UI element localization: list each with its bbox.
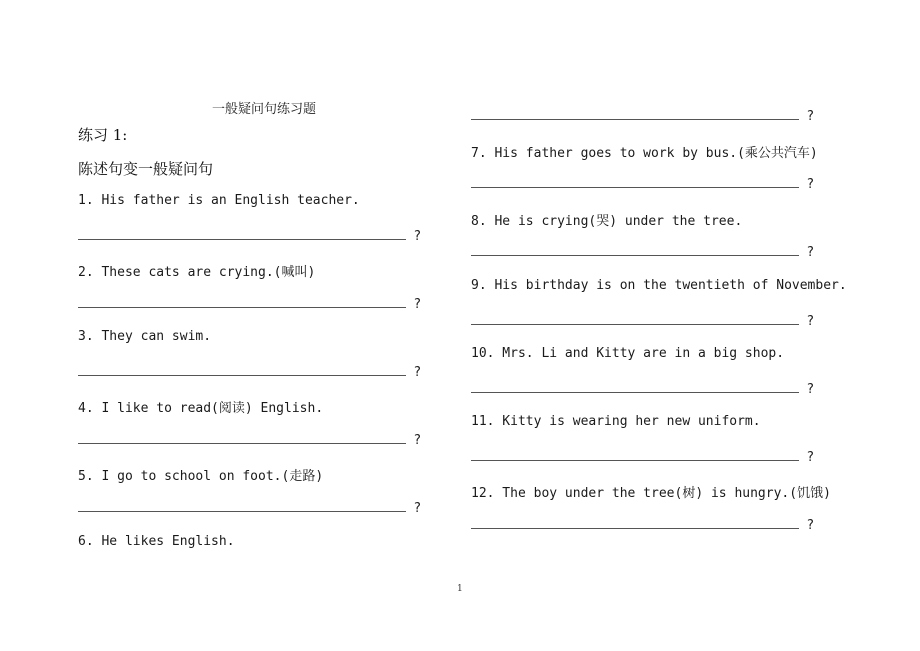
answer-line-6[interactable] bbox=[471, 106, 823, 122]
answer-line-5[interactable] bbox=[78, 498, 430, 514]
question-8: 8. He is crying(哭) under the tree. bbox=[471, 214, 743, 229]
answer-underline bbox=[471, 119, 799, 120]
question-5: 5. I go to school on foot.(走路) bbox=[78, 469, 324, 484]
question-mark: ? bbox=[807, 450, 814, 465]
answer-underline bbox=[78, 239, 406, 240]
question-1: 1. His father is an English teacher. bbox=[78, 193, 360, 208]
answer-line-9[interactable] bbox=[471, 311, 823, 327]
answer-line-8[interactable] bbox=[471, 242, 823, 258]
question-mark: ? bbox=[414, 433, 421, 448]
question-6: 6. He likes English. bbox=[78, 534, 235, 549]
answer-underline bbox=[471, 324, 799, 325]
answer-underline bbox=[471, 255, 799, 256]
answer-line-4[interactable] bbox=[78, 430, 430, 446]
page-title: 一般疑问句练习题 bbox=[212, 102, 317, 117]
question-11: 11. Kitty is wearing her new uniform. bbox=[471, 414, 761, 429]
question-mark: ? bbox=[807, 245, 814, 260]
answer-line-2[interactable] bbox=[78, 294, 430, 310]
question-mark: ? bbox=[807, 109, 814, 124]
answer-line-11[interactable] bbox=[471, 447, 823, 463]
question-mark: ? bbox=[414, 297, 421, 312]
answer-underline bbox=[471, 528, 799, 529]
answer-underline bbox=[78, 307, 406, 308]
question-9: 9. His birthday is on the twentieth of November. bbox=[471, 278, 847, 293]
answer-underline bbox=[78, 375, 406, 376]
question-10: 10. Mrs. Li and Kitty are in a big shop. bbox=[471, 346, 785, 361]
instruction-text: 陈述句变一般疑问句 bbox=[78, 160, 214, 178]
question-mark: ? bbox=[807, 314, 814, 329]
question-12: 12. The boy under the tree(树) is hungry.(饥饿) bbox=[471, 486, 831, 501]
question-2: 2. These cats are crying.(喊叫) bbox=[78, 265, 316, 280]
answer-underline bbox=[471, 187, 799, 188]
answer-line-7[interactable] bbox=[471, 174, 823, 190]
page-number: 1 bbox=[457, 584, 463, 594]
question-mark: ? bbox=[414, 229, 421, 244]
question-4: 4. I like to read(阅读) English. bbox=[78, 401, 324, 416]
answer-line-10[interactable] bbox=[471, 379, 823, 395]
question-mark: ? bbox=[414, 501, 421, 516]
question-7: 7. His father goes to work by bus.(乘公共汽车) bbox=[471, 146, 818, 161]
answer-line-1[interactable] bbox=[78, 226, 430, 242]
answer-underline bbox=[471, 392, 799, 393]
answer-underline bbox=[78, 511, 406, 512]
question-mark: ? bbox=[414, 365, 421, 380]
answer-underline bbox=[471, 460, 799, 461]
exercise-label: 练习 1: bbox=[78, 126, 128, 144]
answer-line-12[interactable] bbox=[471, 515, 823, 531]
question-3: 3. They can swim. bbox=[78, 329, 212, 344]
answer-line-3[interactable] bbox=[78, 362, 430, 378]
question-mark: ? bbox=[807, 177, 814, 192]
question-mark: ? bbox=[807, 518, 814, 533]
answer-underline bbox=[78, 443, 406, 444]
question-mark: ? bbox=[807, 382, 814, 397]
